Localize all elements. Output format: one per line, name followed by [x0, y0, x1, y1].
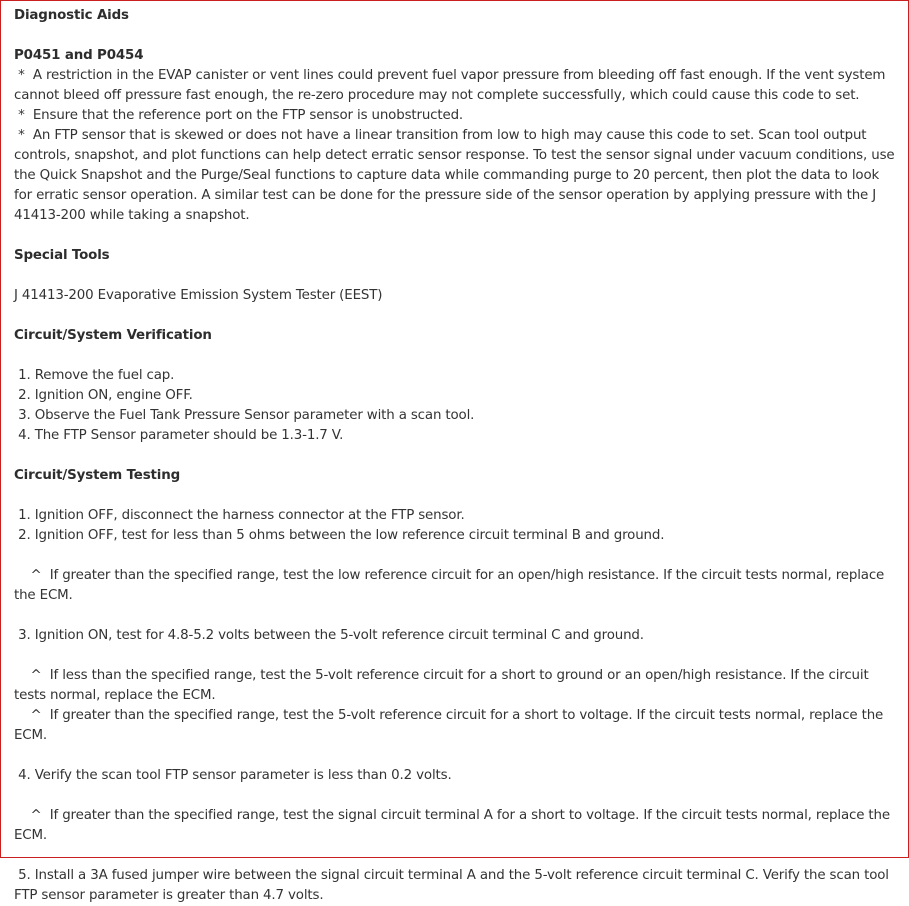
spacer [14, 446, 895, 466]
testing-heading: Circuit/System Testing [14, 468, 181, 483]
verification-heading: Circuit/System Verification [14, 328, 212, 343]
spacer [14, 266, 895, 286]
spacer [14, 606, 895, 626]
testing-step: 4. Verify the scan tool FTP sensor parameter is less than 0.2 volts. [14, 768, 452, 783]
testing-step: 1. Ignition OFF, disconnect the harness connector at the FTP sensor. [14, 508, 465, 523]
spacer [14, 306, 895, 326]
verification-step: 2. Ignition ON, engine OFF. [14, 388, 193, 403]
testing-step: 5. Install a 3A fused jumper wire between the signal circuit terminal A and the 5-volt reference circuit terminal C. Verify the scan tool FTP sensor parameter is greater than 4.7 volts. [14, 868, 893, 903]
spacer [14, 546, 895, 566]
spacer [14, 226, 895, 246]
verification-step: 3. Observe the Fuel Tank Pressure Sensor parameter with a scan tool. [14, 408, 475, 423]
spacer [14, 646, 895, 666]
testing-note: ^ If greater than the specified range, test the signal circuit terminal A for a short to voltage. If the circuit tests normal, replace the ECM. [14, 808, 895, 843]
spacer [14, 786, 895, 806]
aid-item: * A restriction in the EVAP canister or vent lines could prevent fuel vapor pressure from bleeding off fast enough. If the vent system cannot bleed off pressure fast enough, the re-zero procedure may not complete successfully, which could cause this code to set. [14, 68, 890, 103]
verification-step: 4. The FTP Sensor parameter should be 1.3-1.7 V. [14, 428, 344, 443]
aid-item: * Ensure that the reference port on the FTP sensor is unobstructed. [14, 108, 464, 123]
spacer [14, 846, 895, 866]
testing-note: ^ If less than the specified range, test the 5-volt reference circuit for a short to ground or an open/high resistance. If the circuit tests normal, replace the ECM. [14, 668, 873, 703]
document-title: Diagnostic Aids [14, 8, 129, 23]
spacer [14, 486, 895, 506]
testing-step: 2. Ignition OFF, test for less than 5 ohms between the low reference circuit terminal B and ground. [14, 528, 665, 543]
aid-item: * An FTP sensor that is skewed or does not have a linear transition from low to high may cause this code to set. Scan tool output controls, snapshot, and plot functions can help detect erratic sensor response. To test the sensor signal under vacuum conditions, use the Quick Snapshot and the Purge/Seal functions to capture data while commanding purge to 20 percent, then plot the data to look for erratic sensor operation. A similar test can be done for the pressure side of the sensor operation by applying pressure with the J 41413-200 while taking a snapshot. [14, 128, 899, 223]
special-tool-item: J 41413-200 Evaporative Emission System Tester (EEST) [14, 288, 383, 303]
testing-note: ^ If greater than the specified range, test the low reference circuit for an open/high resistance. If the circuit tests normal, replace the ECM. [14, 568, 889, 603]
spacer [14, 26, 895, 46]
spacer [14, 346, 895, 366]
special-tools-heading: Special Tools [14, 248, 110, 263]
spacer [14, 746, 895, 766]
codes-heading: P0451 and P0454 [14, 48, 144, 63]
verification-step: 1. Remove the fuel cap. [14, 368, 175, 383]
testing-step: 3. Ignition ON, test for 4.8-5.2 volts between the 5-volt reference circuit terminal C and ground. [14, 628, 644, 643]
testing-note: ^ If greater than the specified range, test the 5-volt reference circuit for a short to voltage. If the circuit tests normal, replace the ECM. [14, 708, 888, 743]
